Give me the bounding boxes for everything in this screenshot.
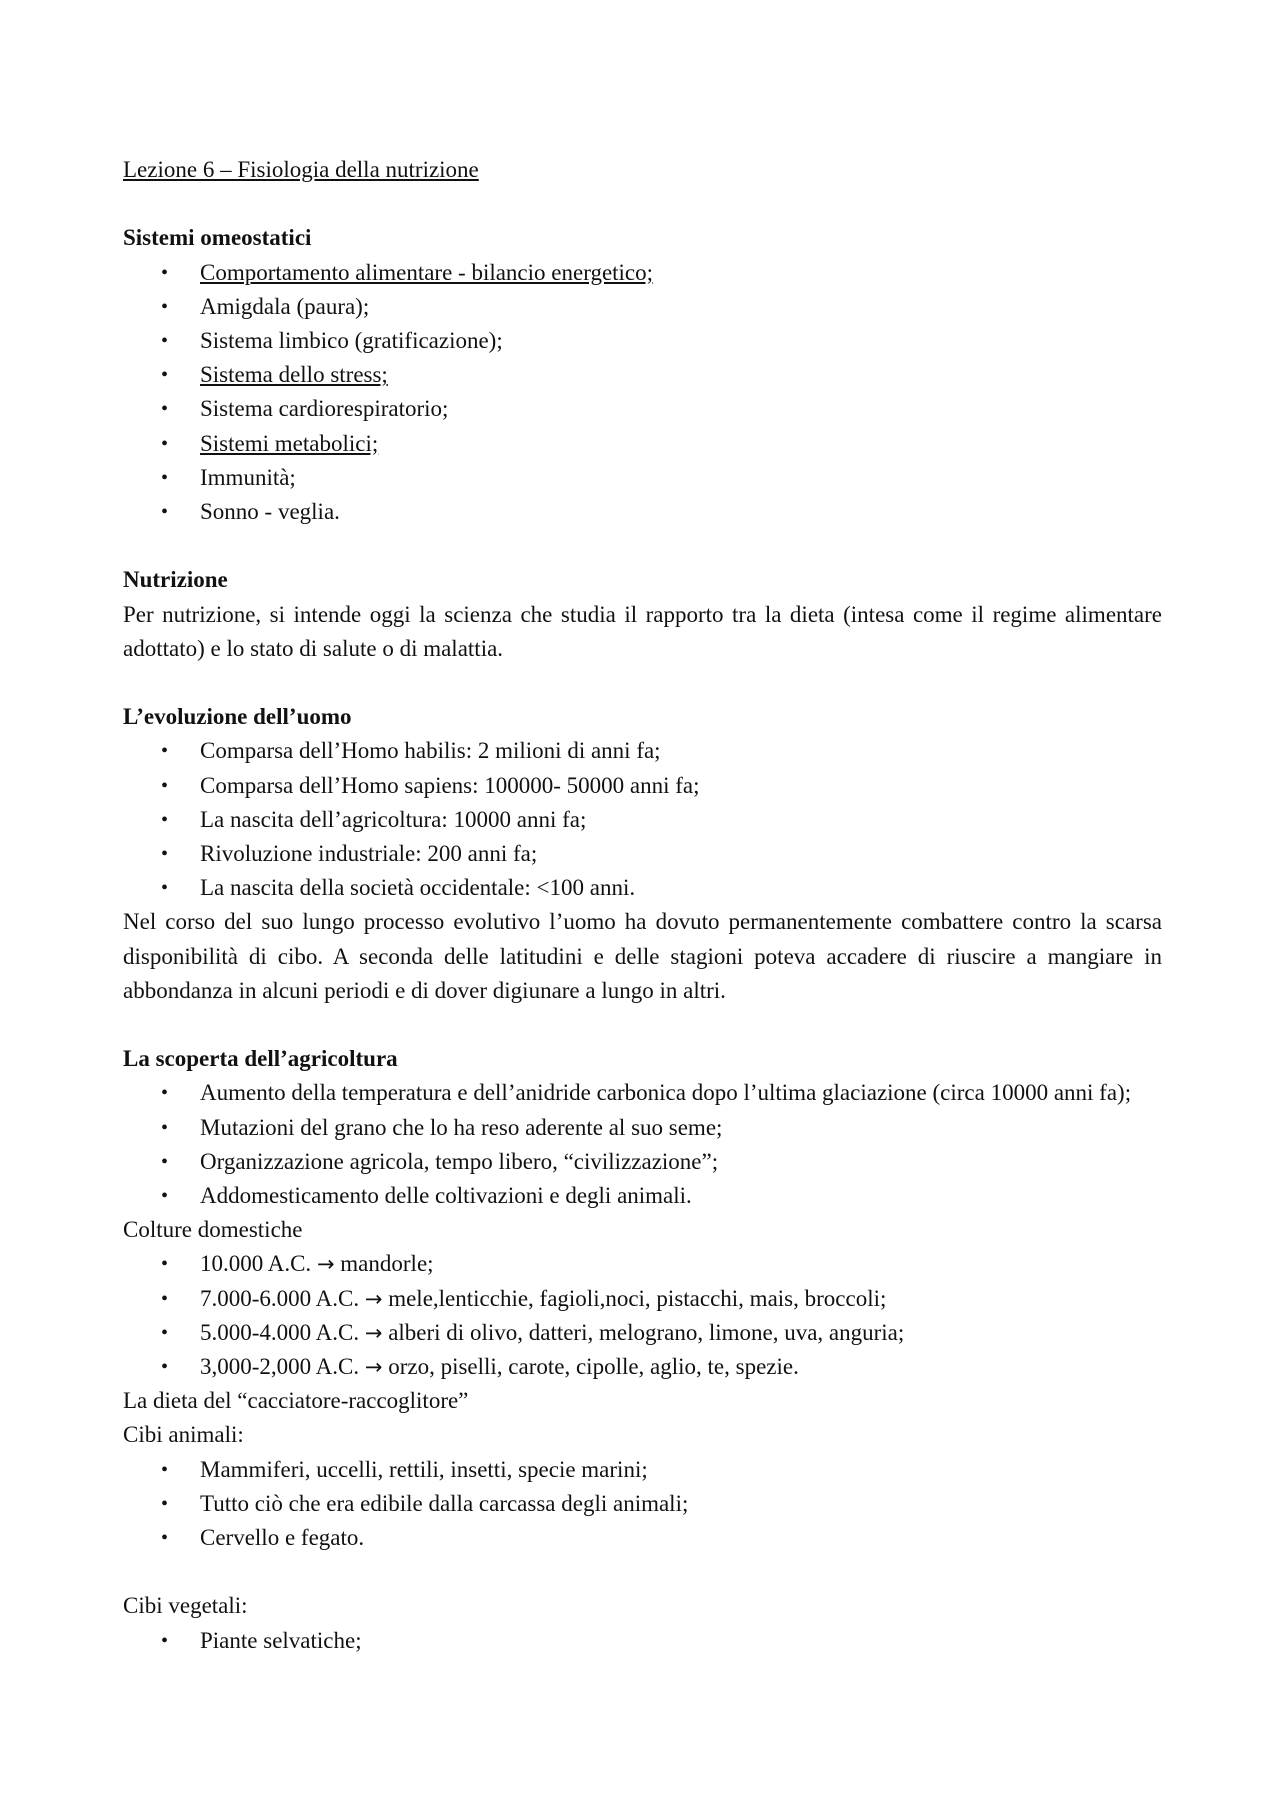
list-item: • 5.000-4.000 A.C. → alberi di olivo, datteri, melograno, limone, uva, anguria; <box>123 1316 1162 1350</box>
bullet-icon: • <box>161 1116 169 1139</box>
spacer <box>123 1555 1162 1589</box>
list-item: • Sistema cardiorespiratorio; <box>123 392 1162 426</box>
label-colture: Colture domestiche <box>123 1217 303 1243</box>
bullet-icon: • <box>161 364 169 387</box>
list-item: • Rivoluzione industriale: 200 anni fa; <box>123 837 1162 871</box>
list-item: • Sistema dello stress; <box>123 358 1162 392</box>
list-item: • 7.000-6.000 A.C. → mele,lenticchie, fagioli,noci, pistacchi, mais, broccoli; <box>123 1282 1162 1316</box>
label-cibi-animali: Cibi animali: <box>123 1422 244 1448</box>
bullet-icon: • <box>161 877 169 900</box>
bullet-icon: • <box>161 774 169 797</box>
list-item: • Mutazioni del grano che lo ha reso aderente al suo seme; <box>123 1111 1162 1145</box>
bullet-icon: • <box>161 1082 169 1105</box>
bullet-icon: • <box>161 261 169 284</box>
list-item: • Sistemi metabolici; <box>123 427 1162 461</box>
list-item: • Piante selvatiche; <box>123 1624 1162 1658</box>
list-cibi-vegetali <box>123 1624 1162 1658</box>
bullet-icon: • <box>161 1527 169 1550</box>
bullet-icon: • <box>161 1356 169 1379</box>
list-cibi-animali <box>123 1453 1162 1556</box>
paragraph-evoluzione: Nel corso del suo lungo processo evolutivo l’uomo ha dovuto permanentemente combattere contro la scarsa disponibilità di cibo. A seconda delle latitudini e delle stagioni poteva accadere di riuscire a mangiare in abbondanza in alcuni periodi e di dover digiunare a lungo in altri. <box>123 909 1162 1003</box>
section-heading-agricoltura: La scoperta dell’agricoltura <box>123 1046 398 1072</box>
spacer <box>123 1008 1162 1042</box>
list-item: • Comportamento alimentare - bilancio energetico; <box>123 256 1162 290</box>
list-item: • Amigdala (paura); <box>123 290 1162 324</box>
bullet-icon: • <box>161 432 169 455</box>
bullet-icon: • <box>161 295 169 318</box>
list-item: • Sistema limbico (gratificazione); <box>123 324 1162 358</box>
bullet-icon: • <box>161 501 169 524</box>
paragraph-nutrizione: Per nutrizione, si intende oggi la scienza che studia il rapporto tra la dieta (intesa come il regime alimentare adottato) e lo stato di salute o di malattia. <box>123 601 1162 661</box>
arrow-right-icon: → <box>364 1286 383 1311</box>
list-sistemi <box>123 256 1162 530</box>
list-item: • 3,000-2,000 A.C. → orzo, piselli, carote, cipolle, aglio, te, spezie. <box>123 1350 1162 1384</box>
bullet-icon: • <box>161 843 169 866</box>
bullet-icon: • <box>161 1629 169 1652</box>
bullet-icon: • <box>161 1492 169 1515</box>
bullet-icon: • <box>161 1253 169 1276</box>
list-item: • La nascita dell’agricoltura: 10000 anni fa; <box>123 803 1162 837</box>
spacer <box>123 666 1162 700</box>
list-item: • Comparsa dell’Homo habilis: 2 milioni di anni fa; <box>123 734 1162 768</box>
bullet-icon: • <box>161 1185 169 1208</box>
list-item: • 10.000 A.C. → mandorle; <box>123 1247 1162 1281</box>
list-item: • Sonno - veglia. <box>123 495 1162 529</box>
list-item: • Aumento della temperatura e dell’anidride carbonica dopo l’ultima glaciazione (circa 10000 anni fa); <box>123 1076 1162 1110</box>
list-item: • Mammiferi, uccelli, rettili, insetti, specie marini; <box>123 1453 1162 1487</box>
bullet-icon: • <box>161 1458 169 1481</box>
list-item: • Comparsa dell’Homo sapiens: 100000- 50000 anni fa; <box>123 769 1162 803</box>
arrow-right-icon: → <box>364 1320 383 1345</box>
bullet-icon: • <box>161 466 169 489</box>
list-item: • Tutto ciò che era edibile dalla carcassa degli animali; <box>123 1487 1162 1521</box>
section-heading-evoluzione: L’evoluzione dell’uomo <box>123 704 352 730</box>
lesson-title: Lezione 6 – Fisiologia della nutrizione <box>123 157 479 182</box>
bullet-icon: • <box>161 1287 169 1310</box>
label-dieta: La dieta del “cacciatore-raccoglitore” <box>123 1388 469 1414</box>
bullet-icon: • <box>161 1321 169 1344</box>
list-item: • Organizzazione agricola, tempo libero, “civilizzazione”; <box>123 1145 1162 1179</box>
arrow-right-icon: → <box>364 1355 383 1380</box>
section-heading-nutrizione: Nutrizione <box>123 567 228 593</box>
spacer <box>123 529 1162 563</box>
list-item: • Cervello e fegato. <box>123 1521 1162 1555</box>
list-evoluzione <box>123 734 1162 905</box>
bullet-icon: • <box>161 1150 169 1173</box>
list-item: • Addomesticamento delle coltivazioni e degli animali. <box>123 1179 1162 1213</box>
spacer <box>123 187 1162 221</box>
bullet-icon: • <box>161 330 169 352</box>
bullet-icon: • <box>161 398 169 421</box>
bullet-icon: • <box>161 808 169 831</box>
bullet-icon: • <box>161 740 169 763</box>
section-heading-sistemi: Sistemi omeostatici <box>123 225 312 251</box>
list-colture <box>123 1247 1162 1384</box>
list-item: • La nascita della società occidentale: <100 anni. <box>123 871 1162 905</box>
label-cibi-vegetali: Cibi vegetali: <box>123 1593 248 1619</box>
arrow-right-icon: → <box>316 1252 335 1277</box>
list-agricoltura <box>123 1076 1162 1213</box>
list-item: • Immunità; <box>123 461 1162 495</box>
